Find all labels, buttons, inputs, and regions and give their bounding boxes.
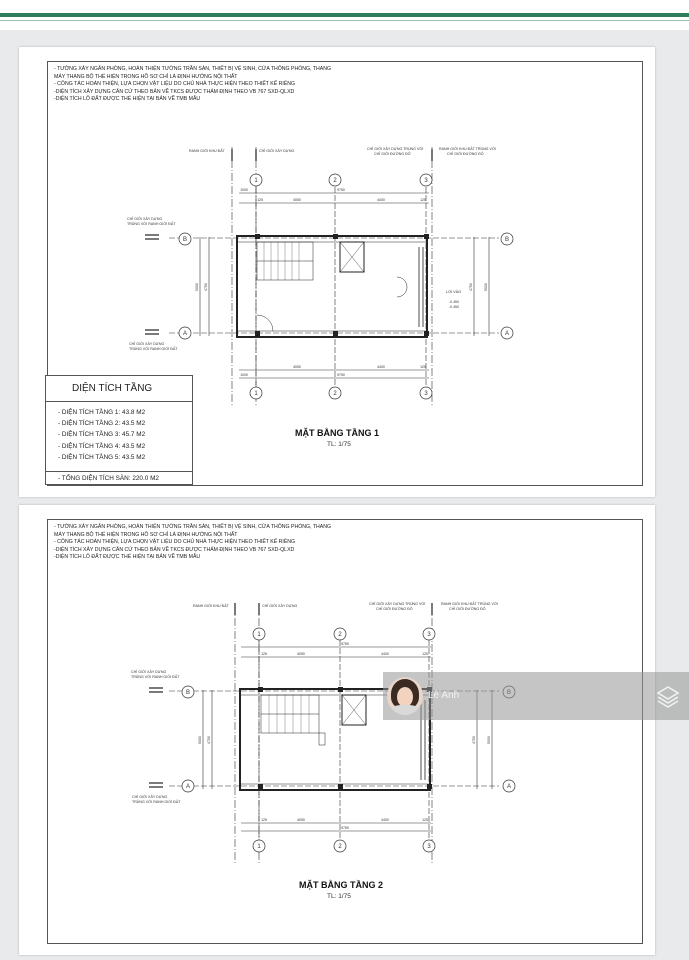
- svg-text:CHỈ GIỚI XÂY DỰNG: CHỈ GIỚI XÂY DỰNG: [132, 795, 168, 799]
- svg-text:B: B: [504, 237, 510, 243]
- area-row: - DIỆN TÍCH TẦNG 2: 43.5 M2: [58, 420, 146, 428]
- plan-title: MẶT BẰNG TẦNG 2: [299, 880, 383, 890]
- svg-text:9750: 9750: [337, 373, 345, 377]
- svg-text:125: 125: [420, 198, 426, 202]
- svg-text:CHỈ GIỚI XÂY DỰNG TRÙNG VỚI: CHỈ GIỚI XÂY DỰNG TRÙNG VỚI: [369, 602, 426, 606]
- svg-text:4050: 4050: [293, 198, 301, 202]
- svg-text:1000: 1000: [240, 373, 248, 377]
- svg-text:4400: 4400: [377, 198, 385, 202]
- svg-text:125: 125: [261, 818, 267, 822]
- svg-text:1: 1: [257, 844, 261, 850]
- svg-text:TRÙNG VỚI RANH GIỚI ĐẤT: TRÙNG VỚI RANH GIỚI ĐẤT: [129, 347, 178, 351]
- svg-text:3: 3: [427, 844, 431, 850]
- svg-text:2: 2: [338, 844, 342, 850]
- svg-text:4400: 4400: [377, 365, 385, 369]
- svg-text:A: A: [504, 331, 510, 337]
- svg-text:1000: 1000: [240, 188, 248, 192]
- floor-area-table: [45, 375, 193, 485]
- svg-text:RANH GIỚI KHU ĐẤT TRÙNG VỚI: RANH GIỚI KHU ĐẤT TRÙNG VỚI: [439, 147, 496, 151]
- svg-text:4750: 4750: [207, 736, 211, 744]
- svg-text:5000: 5000: [487, 736, 491, 744]
- general-notes: - TƯỜNG XÂY NGĂN PHÒNG, HOÀN THIỆN TƯỜNG TRẦN SÀN, THIẾT BỊ VỆ SINH, CỬA THÔNG PHÒNG, THANG MÁY THANG BỘ THỂ HIỆN TRONG HỒ SƠ CHỈ LÀ ĐỊNH HƯỚNG NỘI THẤT - CÔNG TÁC HOÀN THIỆN, LỰA CHỌN VẬT LIỆU DO CHỦ NHÀ THỰC HIỆN THEO THIẾT KẾ RIÊNG -DIỆN TÍCH XÂY DỰNG CĂN CỨ THEO BẢN VẼ TKCS ĐƯỢC THẨM ĐỊNH THEO VB 767 SXD-QLXD -DIỆN TÍCH LÔ ĐẤT ĐƯỢC THỂ HIỆN TẠI BẢN VẼ TMB MẪU: [54, 524, 331, 561]
- svg-text:4050: 4050: [297, 652, 305, 656]
- svg-text:B: B: [185, 690, 191, 696]
- svg-text:CHỈ GIỚI XÂY DỰNG TRÙNG VỚI: CHỈ GIỚI XÂY DỰNG TRÙNG VỚI: [367, 147, 424, 151]
- svg-text:TRÙNG VỚI RANH GIỚI ĐẤT: TRÙNG VỚI RANH GIỚI ĐẤT: [127, 222, 176, 226]
- svg-text:125: 125: [422, 652, 428, 656]
- svg-text:CHỈ GIỚI ĐƯỜNG ĐỎ: CHỈ GIỚI ĐƯỜNG ĐỎ: [374, 152, 411, 156]
- svg-text:9750: 9750: [341, 826, 349, 830]
- svg-text:A: A: [182, 331, 188, 337]
- svg-text:125: 125: [420, 365, 426, 369]
- area-row: - DIỆN TÍCH TẦNG 4: 43.5 M2: [58, 442, 146, 450]
- svg-text:CHỈ GIỚI XÂY DỰNG: CHỈ GIỚI XÂY DỰNG: [131, 670, 167, 674]
- svg-text:2: 2: [338, 632, 342, 638]
- plan-title: MẶT BẰNG TẦNG 1: [295, 428, 379, 438]
- avatar[interactable]: [387, 677, 423, 715]
- svg-text:125: 125: [422, 818, 428, 822]
- area-total: - TỔNG DIỆN TÍCH SÀN: 220.0 M2: [46, 471, 192, 482]
- svg-text:TRÙNG VỚI RANH GIỚI ĐẤT: TRÙNG VỚI RANH GIỚI ĐẤT: [132, 800, 181, 804]
- general-notes: - TƯỜNG XÂY NGĂN PHÒNG, HOÀN THIỆN TƯỜNG TRẦN SÀN, THIẾT BỊ VỆ SINH, CỬA THÔNG PHÒNG, THANG MÁY THANG BỘ THỂ HIỆN TRONG HỒ SƠ CHỈ LÀ ĐỊNH HƯỚNG NỘI THẤT - CÔNG TÁC HOÀN THIỆN, LỰA CHỌN VẬT LIỆU DO CHỦ NHÀ THỰC HIỆN THEO THIẾT KẾ RIÊNG -DIỆN TÍCH XÂY DỰNG CĂN CỨ THEO BẢN VẼ TKCS ĐƯỢC THẨM ĐỊNH THEO VB 767 SXD-QLXD -DIỆN TÍCH LÔ ĐẤT ĐƯỢC THỂ HIỆN TẠI BẢN VẼ TMB MẪU: [54, 66, 331, 103]
- svg-text:A: A: [506, 784, 512, 790]
- svg-text:5000: 5000: [195, 283, 199, 291]
- svg-text:-0.450: -0.450: [449, 305, 459, 309]
- svg-text:5000: 5000: [484, 283, 488, 291]
- svg-text:RANH GIỚI KHU ĐẤT TRÙNG VỚI: RANH GIỚI KHU ĐẤT TRÙNG VỚI: [441, 602, 498, 606]
- svg-text:CHỈ GIỚI XÂY DỰNG: CHỈ GIỚI XÂY DỰNG: [259, 149, 295, 153]
- svg-text:4750: 4750: [472, 736, 476, 744]
- plan-scale: TL: 1/75: [327, 893, 351, 900]
- area-row: - DIỆN TÍCH TẦNG 5: 43.5 M2: [58, 453, 146, 461]
- svg-text:1: 1: [254, 178, 258, 184]
- svg-text:A: A: [185, 784, 191, 790]
- svg-text:TRÙNG VỚI RANH GIỚI ĐẤT: TRÙNG VỚI RANH GIỚI ĐẤT: [131, 675, 180, 679]
- svg-text:9750: 9750: [337, 188, 345, 192]
- svg-text:2: 2: [333, 178, 337, 184]
- area-row: - DIỆN TÍCH TẦNG 3: 45.7 M2: [58, 431, 146, 439]
- top-banner: [0, 0, 689, 30]
- svg-text:9750: 9750: [341, 642, 349, 646]
- svg-text:CHỈ GIỚI ĐƯỜNG ĐỎ: CHỈ GIỚI ĐƯỜNG ĐỎ: [376, 607, 413, 611]
- plan-scale: TL: 1/75: [327, 441, 351, 448]
- area-row: - DIỆN TÍCH TẦNG 1: 43.8 M2: [58, 409, 146, 416]
- svg-text:CHỈ GIỚI ĐƯỜNG ĐỎ: CHỈ GIỚI ĐƯỜNG ĐỎ: [449, 607, 486, 611]
- drawing-sheet-floor-2: [19, 505, 655, 955]
- svg-text:1: 1: [254, 391, 258, 397]
- svg-text:4750: 4750: [469, 283, 473, 291]
- svg-text:CHỈ GIỚI ĐƯỜNG ĐỎ: CHỈ GIỚI ĐƯỜNG ĐỎ: [447, 152, 484, 156]
- svg-text:CHỈ GIỚI XÂY DỰNG: CHỈ GIỚI XÂY DỰNG: [262, 604, 298, 608]
- svg-text:2: 2: [333, 391, 337, 397]
- svg-text:1: 1: [257, 632, 261, 638]
- svg-text:3: 3: [424, 391, 428, 397]
- svg-text:4050: 4050: [293, 365, 301, 369]
- drawing-sheet-floor-1: [19, 47, 655, 497]
- svg-text:3: 3: [427, 632, 431, 638]
- boundary-label: RANH GIỚI KHU ĐẤT: [189, 149, 225, 153]
- svg-text:5000: 5000: [198, 736, 202, 744]
- svg-text:CHỈ GIỚI XÂY DỰNG: CHỈ GIỚI XÂY DỰNG: [127, 217, 163, 221]
- area-table-title: DIỆN TÍCH TẦNG: [46, 376, 192, 402]
- svg-text:-0.450: -0.450: [449, 300, 459, 304]
- svg-text:4400: 4400: [381, 818, 389, 822]
- svg-text:B: B: [182, 237, 188, 243]
- layers-logo-icon: [655, 684, 681, 710]
- svg-text:LỐI VÀO: LỐI VÀO: [446, 290, 462, 294]
- svg-text:4050: 4050: [297, 818, 305, 822]
- svg-text:125: 125: [257, 198, 263, 202]
- profile-name: Lê Anh: [428, 690, 460, 701]
- svg-text:125: 125: [261, 652, 267, 656]
- svg-text:4750: 4750: [204, 283, 208, 291]
- svg-text:4400: 4400: [381, 652, 389, 656]
- svg-text:RANH GIỚI KHU ĐẤT: RANH GIỚI KHU ĐẤT: [193, 604, 229, 608]
- svg-text:3: 3: [424, 178, 428, 184]
- svg-text:CHỈ GIỚI XÂY DỰNG: CHỈ GIỚI XÂY DỰNG: [129, 342, 165, 346]
